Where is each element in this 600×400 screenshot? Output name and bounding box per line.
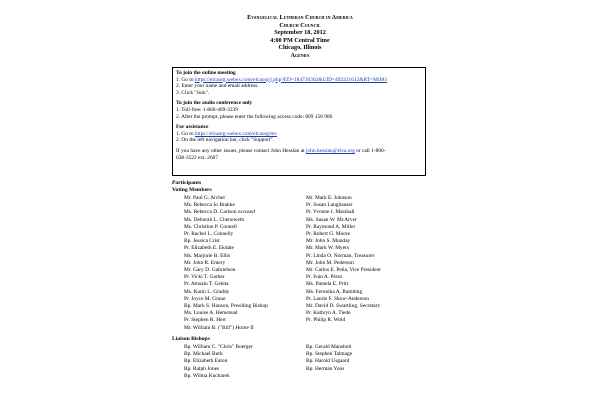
liaison-bishop: Bp. Harold Usgaard: [306, 358, 350, 365]
issues-line-2: 638-3522 ext. 2607: [176, 154, 219, 161]
online-heading: To join the online meeting: [176, 70, 236, 76]
voting-members-heading: Voting Members: [172, 187, 212, 193]
voting-member: Ms. Deborah L. Chenoweth: [184, 216, 245, 223]
assistance-step-2: 2. On the left navigation bar, click "Support".: [176, 137, 274, 144]
meeting-date: September 18, 2012: [274, 29, 326, 37]
voting-members-right-column: [306, 195, 381, 325]
voting-member: Ms. Louise A. Hemstead: [184, 310, 238, 317]
voting-member: Mr. David D. Swartling, Secretary: [306, 303, 381, 310]
voting-member: Pr. Joyce M. Graue: [184, 295, 226, 302]
assistance-heading: For assistance: [176, 124, 209, 131]
webex-join-link[interactable]: https://elcaorg.webex.com/elcaorg/j.php?ED=184730302&UID=492221612&RT=MiM3: [194, 76, 387, 83]
voting-member: Mr. John R. Emery: [184, 259, 226, 266]
contact-email-link[interactable]: john.hessian@elca.org: [305, 147, 355, 154]
document-type: Agenda: [290, 51, 310, 59]
liaison-bishop: Bp. Stephen Talmage: [306, 351, 353, 358]
meeting-time: 4:00 PM Central Time: [270, 36, 330, 44]
voting-member: Pr. Philip R. Wold: [306, 317, 346, 324]
webex-support-link[interactable]: https://elcaorg.webex.com/elcaorg/mc: [194, 130, 278, 137]
liaison-bishop: Bp. William C. "Chris" Boerger: [184, 344, 253, 350]
voting-member: Pr. Vicki T. Garber: [184, 274, 225, 281]
voting-member: Pr. Susan Langhauser: [306, 202, 353, 209]
voting-member: Ms. Marjorie B. Ellis: [184, 252, 230, 259]
liaison-bishops-right-column: [306, 344, 352, 373]
online-step-3: 3. Click "Join".: [176, 89, 210, 96]
voting-member: Pr. Linda O. Norman, Treasurer: [306, 252, 375, 259]
participants-heading: Participants: [172, 180, 202, 186]
council-name: Church Council: [279, 21, 321, 29]
audio-heading: To join the audio conference only: [176, 100, 253, 107]
voting-member: Ms. Rebecca D. Carlson excused: [184, 209, 255, 216]
online-step-1: 1. Go to https://elcaorg.webex.com/elcaorg/j.php?ED=184730302&UID=492221612&RT=MiM3: [176, 76, 387, 83]
voting-member: Pr. Rachel L. Connelly: [184, 231, 234, 238]
liaison-bishop: Bp. Herman Yoos: [306, 365, 345, 372]
meeting-info-box: [172, 67, 426, 176]
liaison-bishops-left-column: [184, 344, 253, 380]
voting-member: Mr. John S. Munday: [306, 238, 351, 245]
voting-member: Pr. Kathryn A. Tiede: [306, 310, 351, 317]
voting-member: Mr. Carlos E. Peña, Vice President: [306, 267, 381, 274]
liaison-bishop: Bp. Wilma Kucharek: [184, 372, 230, 379]
audio-step-2: 2. After the prompt, please enter the following access code: 809 156 906: [176, 113, 333, 120]
liaison-bishop: Bp. Gerald Mansholt: [306, 344, 352, 350]
assistance-step-1: 1. Go to https://elcaorg.webex.com/elcaorg/mc: [176, 130, 278, 137]
voting-member: Pr. Robert G. Moore: [306, 231, 351, 238]
voting-member: Pr. Raymond A. Miller: [306, 223, 356, 230]
voting-member: Pr. Amsalu T. Geleta: [184, 281, 229, 288]
liaison-bishop: Bp. Michael Burk: [184, 351, 223, 358]
voting-member: Bp. Mark S. Hanson, Presiding Bishop: [184, 303, 268, 310]
voting-member: Mr. Gary D. Gabrielson: [184, 267, 236, 274]
voting-member: Bp. Jessica Crist: [184, 238, 220, 245]
org-name: Evangelical Lutheran Church in America: [247, 14, 353, 21]
voting-member: Mr. Paul G. Archer: [184, 195, 226, 201]
audio-step-1: 1. Toll-free: 1-866-469-3239: [176, 106, 238, 113]
voting-member: Ms. Christine P. Connell: [184, 223, 237, 230]
voting-member: Pr. Laurie F. Skow-Anderson: [306, 295, 369, 302]
liaison-bishops-heading: Liaison Bishops: [172, 336, 210, 342]
voting-member: Mr. John M. Pederson: [306, 259, 354, 266]
online-step-2: 2. Enter your name and email address.: [176, 83, 259, 90]
voting-member: Mr. Mark W. Myers: [306, 245, 349, 252]
liaison-bishop: Bp. Ralph Jones: [184, 365, 220, 372]
voting-member: Ms. Susan W. McArver: [306, 216, 357, 223]
meeting-place: Chicago, Illinois: [278, 44, 322, 52]
voting-member: Ms. Rebecca Jo Brakke: [184, 202, 235, 209]
voting-member: Ms. Karin L. Graddy: [184, 288, 230, 295]
voting-member: Ms. Feronika A. Rambing: [306, 288, 363, 295]
voting-member: Pr. Elizabeth E. Ekdale: [184, 245, 234, 252]
document-header: [0, 14, 600, 60]
voting-member: Pr. Yvonne I. Marshall: [306, 209, 355, 216]
voting-member: Pr. Stephen R. Herr: [184, 317, 227, 324]
voting-members-left-column: [184, 195, 268, 332]
excused-note: excused: [237, 209, 255, 216]
voting-member: Mr. Mark E. Johnson: [306, 195, 352, 201]
voting-member: Ms. Pamela E. Pritt: [306, 281, 349, 288]
voting-member: Pr. Iván A. Pérez: [306, 274, 343, 281]
liaison-bishop: Bp. Elizabeth Eaton: [184, 358, 228, 365]
voting-member: Mr. William B. ("Bill") Horne II: [184, 324, 254, 331]
issues-line-1: If you have any other issues, please contact John Hessian at john.hessian@elca.org or call 1-800-: [176, 147, 386, 154]
